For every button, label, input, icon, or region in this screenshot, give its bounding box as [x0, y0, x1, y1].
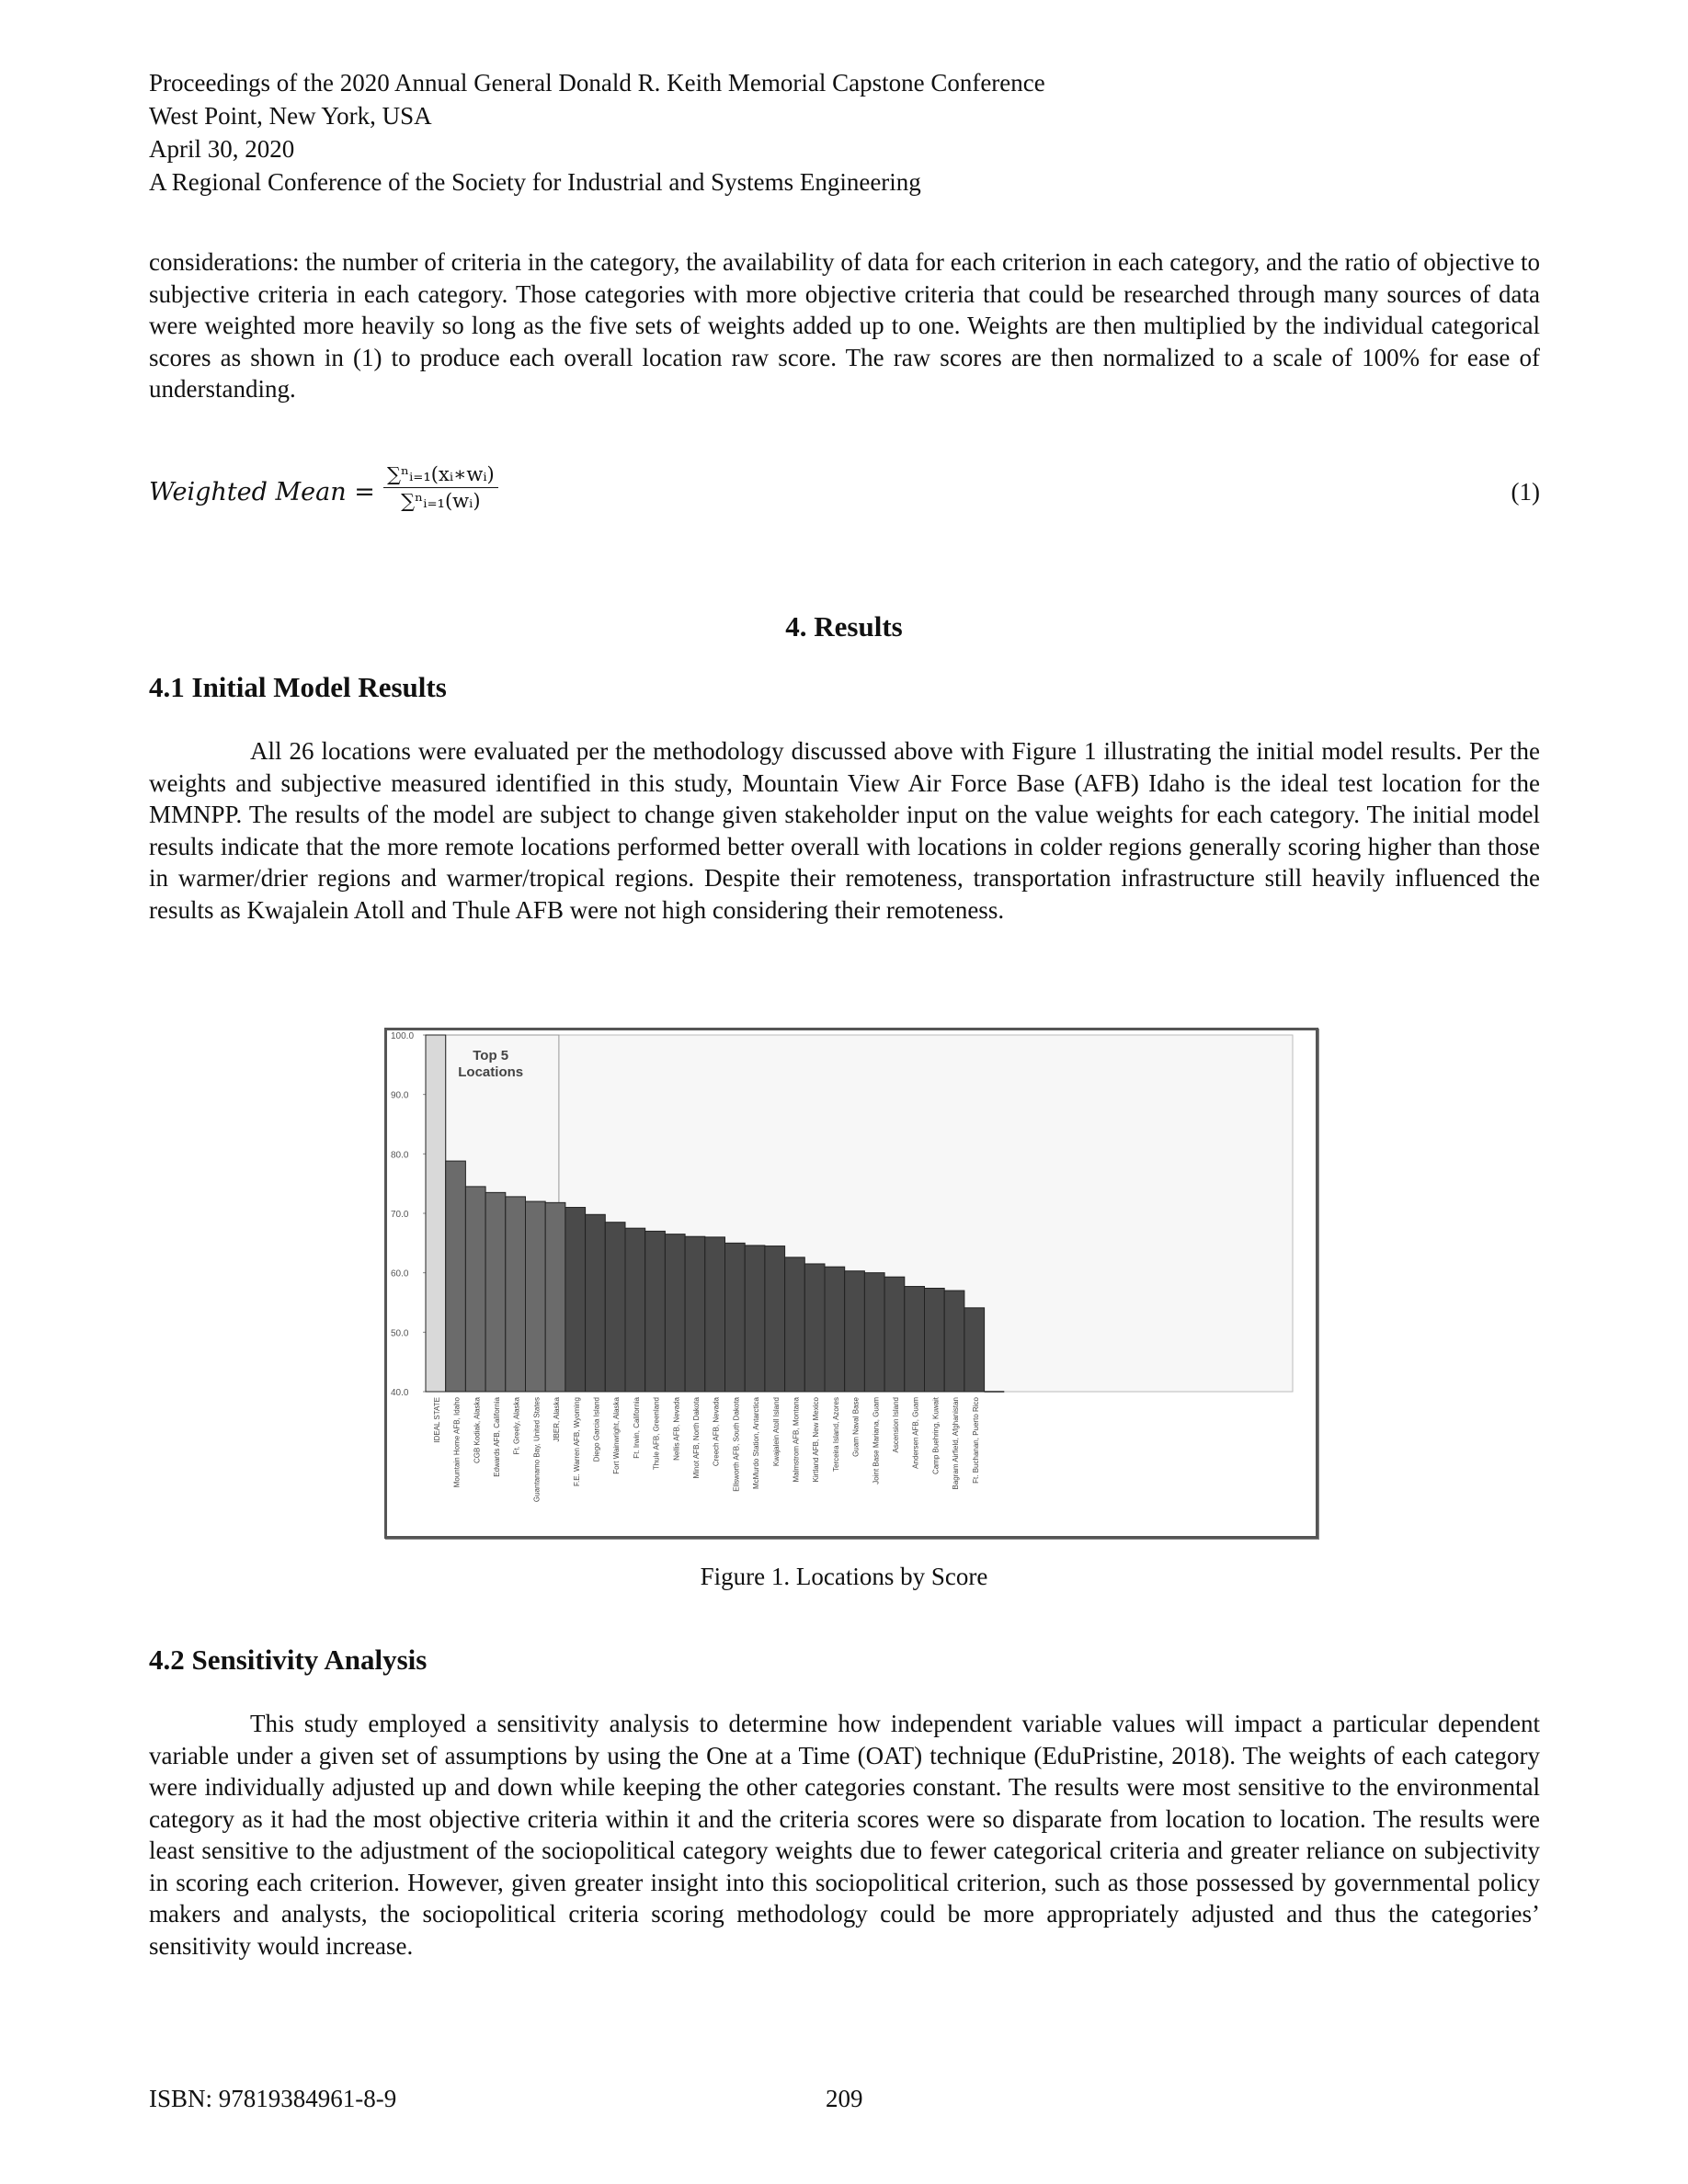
category-label: Mountain Home AFB, Idaho	[452, 1397, 462, 1488]
category-label: Malmstrom AFB, Montana	[792, 1397, 801, 1483]
weighted-mean-equation	[149, 458, 1540, 531]
bar	[526, 1201, 546, 1392]
bar	[625, 1228, 645, 1392]
bar	[426, 1035, 446, 1392]
header-line-2: West Point, New York, USA	[149, 102, 432, 130]
section-title-results: 4. Results	[785, 610, 903, 643]
bar	[545, 1202, 565, 1392]
y-tick-label: 60.0	[391, 1268, 409, 1280]
category-label: Andersen AFB, Guam	[911, 1397, 920, 1469]
category-label: Camp Buehring, Kuwait	[931, 1397, 941, 1475]
subsection-title-initial-results: 4.1 Initial Model Results	[149, 671, 447, 703]
category-label: Kirtland AFB, New Mexico	[812, 1397, 821, 1483]
y-tick-label: 50.0	[391, 1328, 409, 1339]
equation-fraction	[383, 463, 498, 512]
y-tick-label: 100.0	[391, 1031, 415, 1041]
category-label: Bagram Airfield, Afghanistan	[952, 1397, 961, 1490]
bar	[465, 1187, 485, 1392]
bar	[884, 1277, 905, 1392]
category-label: Guantanamo Bay, United States	[532, 1397, 542, 1503]
bar	[605, 1223, 625, 1392]
bar-chart	[387, 1030, 1316, 1536]
bar	[864, 1273, 884, 1392]
category-label: Creech AFB, Nevada	[712, 1397, 721, 1467]
category-label: Guam Naval Base	[851, 1397, 861, 1457]
top5-annotation-line2: Locations	[458, 1064, 524, 1080]
bar	[446, 1161, 466, 1392]
top5-annotation-line1: Top 5	[473, 1048, 509, 1064]
category-label: Ft. Irwin, California	[632, 1397, 641, 1459]
bar	[765, 1246, 785, 1392]
equation-number: (1)	[1511, 478, 1540, 506]
bar	[785, 1257, 805, 1392]
sensitivity-paragraph: This study employed a sensitivity analysis to determine how independent variable values will impact a particular dependent variable under a given set of assumptions by using the One at a Time (OAT) technique (EduPristine, 2018). The weights of each category were individually adjusted up and down while keeping the other categories constant. The results were most sensitive to the environmental category as it had the most objective criteria within it and the criteria scores were so disparate from location to location. The results were least sensitive to the adjustment of the sociopolitical category weights due to fewer categorical criteria and greater reliance on subjectivity in scoring each criterion. However, given greater insight into this sociopolitical criterion, such as those possessed by governmental policy makers and analysts, the sociopolitical criteria scoring methodology could be more appropriately adjusted and thus the categories’ sensitivity would increase.	[149, 1710, 1540, 1960]
header-line-1: Proceedings of the 2020 Annual General Donald R. Keith Memorial Capstone Conference	[149, 69, 1045, 97]
footer-isbn: ISBN: 97819384961-8-9	[149, 2085, 397, 2112]
category-label: Diego Garcia Island	[592, 1397, 601, 1462]
category-label: IDEAL STATE	[432, 1397, 441, 1443]
category-label: Fort Wainwright, Alaska	[612, 1397, 622, 1474]
subsection-title-sensitivity: 4.2 Sensitivity Analysis	[149, 1644, 428, 1676]
bar	[725, 1243, 746, 1392]
category-label: Nellis AFB, Nevada	[672, 1397, 681, 1461]
bar	[565, 1208, 586, 1392]
header-line-4: A Regional Conference of the Society for Industrial and Systems Engineering	[149, 168, 921, 196]
category-label: Ft. Buchanan, Puerto Rico	[971, 1397, 980, 1484]
figure-caption: Figure 1. Locations by Score	[700, 1563, 988, 1590]
initial-results-paragraph: All 26 locations were evaluated per the methodology discussed above with Figure 1 illustrating the initial model results. Per the weights and subjective measured identified in this study, Mountain View Air Force Base (AFB) Idaho is the ideal test location for the MMNPP. The results of the model are subject to change given stakeholder input on the value weights for each category. The initial model results indicate that the more remote locations performed better overall with locations in colder regions generally scoring higher than those in warmer/drier regions and warmer/tropical regions. Despite their remoteness, transportation infrastructure still heavily influenced the results as Kwajalein Atoll and Thule AFB were not high considering their remoteness.	[149, 737, 1540, 924]
header-line-3: April 30, 2020	[149, 135, 295, 163]
bar	[804, 1264, 825, 1392]
y-tick-label: 40.0	[391, 1388, 409, 1398]
bar	[586, 1214, 606, 1392]
category-label: Joint Base Mariana, Guam	[872, 1397, 881, 1484]
category-label: JBER, Alaska	[553, 1397, 562, 1442]
category-label: Kwajalein Atoll Island	[771, 1397, 781, 1467]
bar	[925, 1288, 945, 1392]
footer-page-number: 209	[826, 2085, 863, 2112]
category-label: CGB Kodiak, Alaska	[473, 1397, 482, 1464]
equation-lhs: Weighted Mean =	[149, 478, 375, 506]
category-label: Ellsworth AFB, South Dakota	[732, 1397, 741, 1492]
equation-numerator: ∑ⁿᵢ₌₁(xᵢ∗wᵢ)	[383, 463, 498, 488]
conference-header	[149, 66, 1045, 199]
bar	[905, 1287, 925, 1392]
intro-paragraph: considerations: the number of criteria in the category, the availability of data for each criterion in each category, and the ratio of objective to subjective criteria in each category. Those categories with more objective criteria that could be researched through many sources of data were weighted more heavily so long as the five sets of weights added up to one. Weights are then multiplied by the individual categorical scores as shown in (1) to produce each overall location raw score. The raw scores are then normalized to a scale of 100% for ease of understanding.	[149, 248, 1540, 403]
bar	[485, 1192, 506, 1392]
bar	[845, 1271, 865, 1392]
bar	[745, 1246, 765, 1392]
y-tick-label: 80.0	[391, 1150, 409, 1161]
bar	[705, 1237, 725, 1392]
category-label: McMurdo Station, Antarctica	[752, 1397, 761, 1490]
category-label: Thule AFB, Greenland	[652, 1397, 661, 1471]
y-tick-label: 90.0	[391, 1090, 409, 1101]
category-label: F.E. Warren AFB, Wyoming	[572, 1397, 581, 1486]
category-label: Ascension Island	[891, 1397, 900, 1453]
figure-locations-by-score	[384, 1028, 1318, 1539]
bar	[944, 1291, 964, 1392]
category-label: Minot AFB, North Dakota	[691, 1397, 701, 1479]
bar	[506, 1197, 526, 1392]
bar	[964, 1308, 985, 1392]
category-label: Terceira Island, Azores	[831, 1397, 840, 1472]
equation-denominator: ∑ⁿᵢ₌₁(wᵢ)	[401, 490, 481, 512]
bar	[825, 1267, 845, 1392]
category-label: Edwards AFB, California	[492, 1397, 501, 1477]
category-label: Ft. Greely, Alaska	[512, 1397, 521, 1455]
bar	[665, 1234, 685, 1392]
bar	[645, 1231, 666, 1392]
y-tick-label: 70.0	[391, 1210, 409, 1220]
bar	[685, 1236, 705, 1392]
